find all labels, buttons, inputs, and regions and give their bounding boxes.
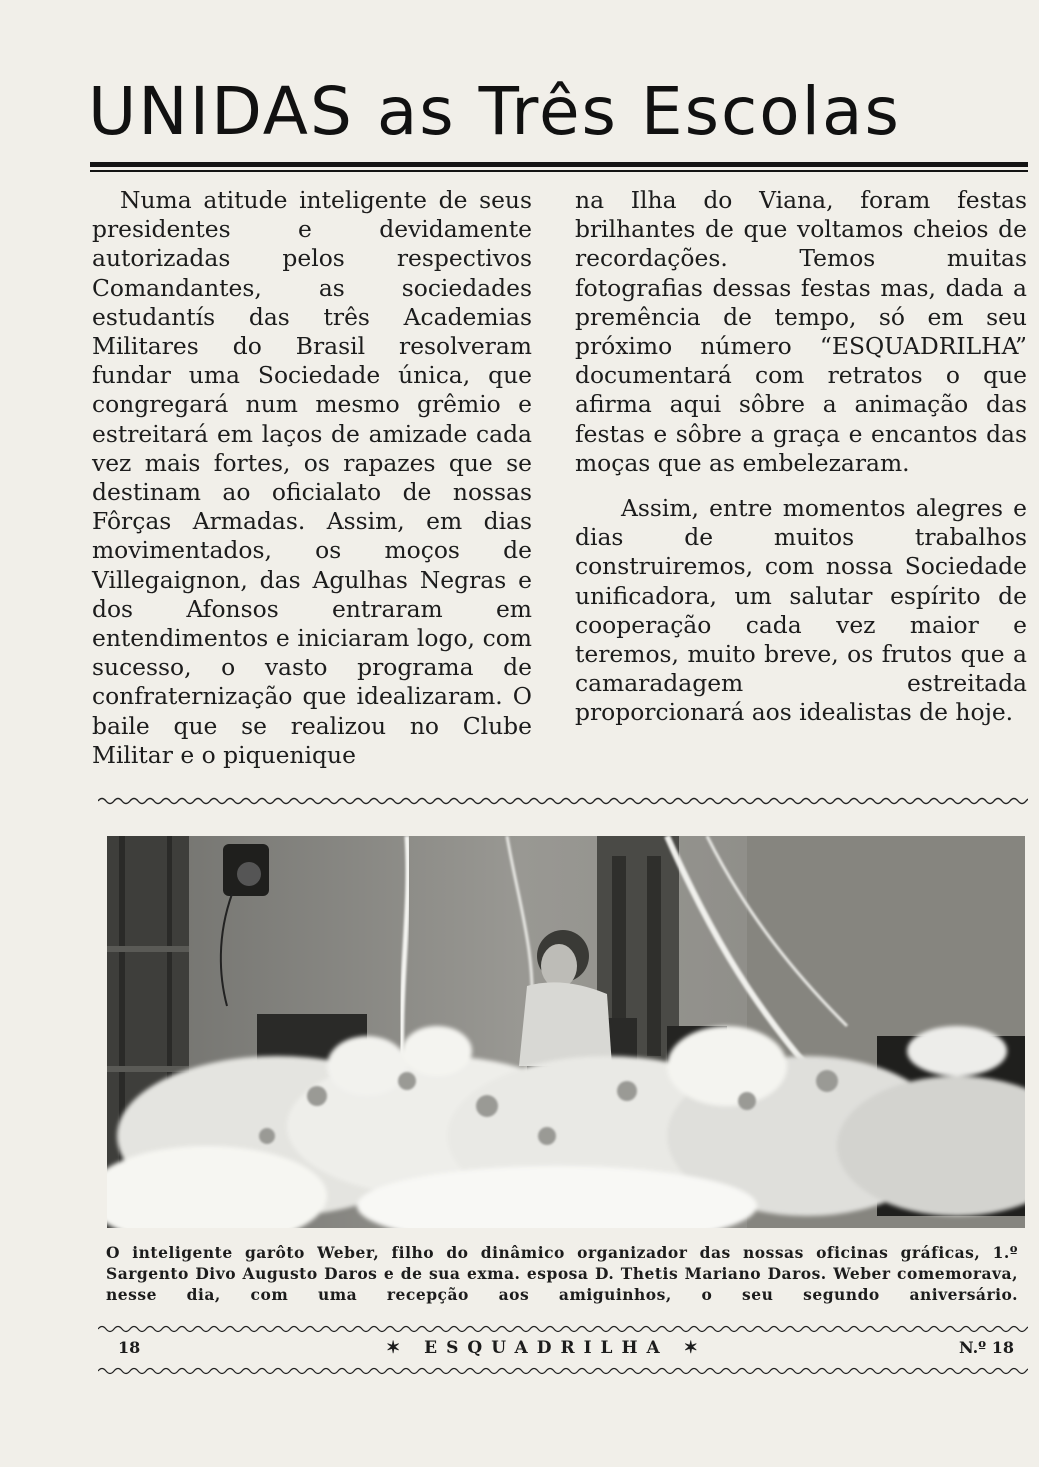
photo-caption: O inteligente garôto Weber, filho do dinâmico organizador das nossas oficinas gráficas, 1.º Sargento Divo Augusto Daros e de sua exma. esposa D. Thetis Mariano Daros. Weber comemorava, nesse dia, com uma recepção aos amiguinhos, o seu segundo aniversário. <box>106 1243 1018 1304</box>
article-right-column <box>575 186 1027 728</box>
article-title: UNIDAS as Três Escolas <box>88 73 901 150</box>
photo-illustration <box>107 836 1025 1228</box>
right-column-paragraph-2: Assim, entre momentos alegres e dias de muitos trabalhos construiremos, com nossa Sociedade unificadora, um salutar espírito de cooperação cada vez maior e teremos, muito breve, os frutos que a camaradagem estreitada proporcionará aos idealistas de hoje. <box>575 494 1027 727</box>
title-rule-thin <box>90 170 1028 172</box>
footer-magazine-name: ✶ ESQUADRILHA ✶ <box>386 1338 707 1358</box>
left-column-text: Numa atitude inteligente de seus presidentes e devidamente autorizadas pelos respectivos Comandantes, as sociedades estudantís das três Academias Militares do Brasil resolveram fundar uma Sociedade única, que congregará num mesmo grêmio e estreitará em laços de amizade cada vez mais fortes, os rapazes que se destinam ao oficialato de nossas Fôrças Armadas. Assim, em dias movimentados, os moços de Villegaignon, das Agulhas Negras e dos Afonsos entraram em entendimentos e iniciaram logo, com sucesso, o vasto programa de confraternização que idealizaram. O baile que se realizou no Clube Militar e o piquenique <box>92 186 532 769</box>
page-footer <box>118 1338 1018 1362</box>
wavy-divider-footer-bottom <box>98 1366 1028 1376</box>
title-rule-thick <box>90 162 1028 167</box>
wavy-divider-footer-top <box>98 1324 1028 1334</box>
footer-issue-number: N.º 18 <box>958 1338 1014 1357</box>
right-column-paragraph-1: na Ilha do Viana, foram festas brilhantes de que voltamos cheios de recordações. Temos muitas fotografias dessas festas mas, dada a premência de tempo, só em seu próximo número “ESQUADRILHA” documentará com retratos o que afirma aqui sôbre a animação das festas e sôbre a graça e encantos das moças que as embelezaram. <box>575 186 1027 477</box>
footer-page-number: 18 <box>118 1338 141 1357</box>
birthday-photo <box>107 836 1025 1228</box>
article-left-column <box>92 186 532 770</box>
wavy-divider-top <box>98 796 1028 806</box>
